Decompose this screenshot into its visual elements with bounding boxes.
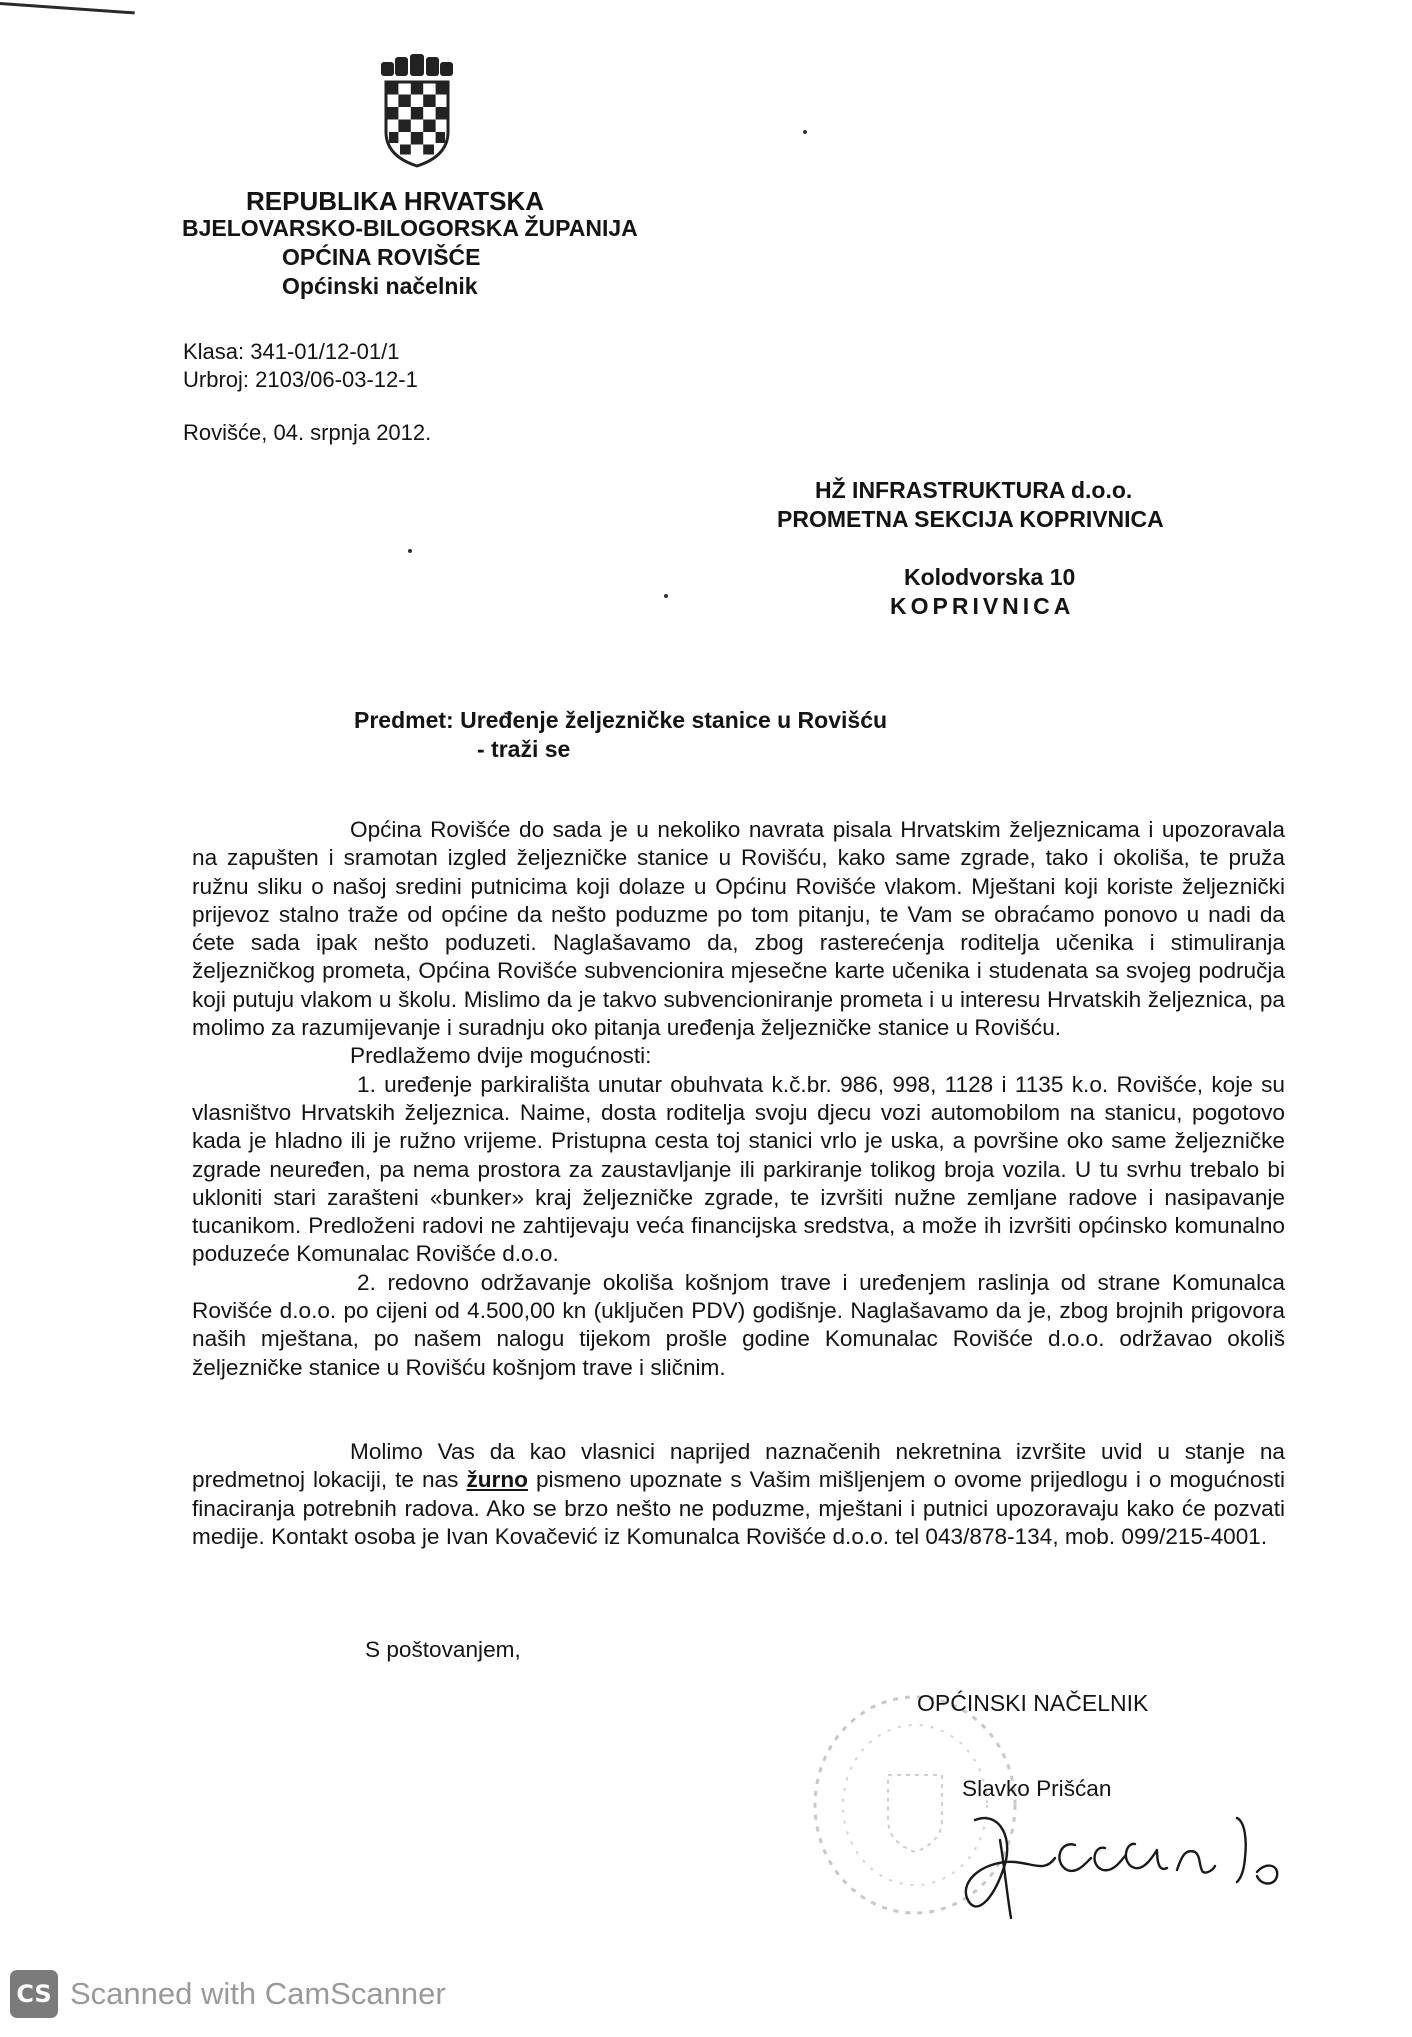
recipient-section: PROMETNA SEKCIJA KOPRIVNICA bbox=[777, 506, 1164, 532]
office-heading: Općinski načelnik bbox=[282, 273, 478, 299]
klasa-line: Klasa: 341-01/12-01/1 bbox=[183, 339, 400, 364]
closing-greeting: S poštovanjem, bbox=[365, 1637, 521, 1662]
recipient-city: KOPRIVNICA bbox=[890, 593, 1075, 619]
proposal-item: 2. redovno održavanje okoliša košnjom trave i uređenjem raslinja od strane Komunalca Rovišće d.o.o. po cijeni od 4.500,00 kn (uključen PDV) godišnje. Naglašavamo da je, zbog brojnih prigovora naših mještana, po našem nalogu tijekom prošle godine Komunalac Rovišće d.o.o. održavao okoliš željezničke stanice u Rovišću košnjom trave i sličnim. bbox=[192, 1269, 1285, 1380]
county-heading: BJELOVARSKO-BILOGORSKA ŽUPANIJA bbox=[182, 215, 638, 241]
letter-body bbox=[192, 816, 1285, 1382]
request-text: Molimo Vas da kao vlasnici naprijed naznačenih nekretnina izvršite uvid u stanje na predmetnoj lokaciji, te nas bbox=[192, 1439, 1285, 1493]
request-text-end: pismeno upoznate s Vašim mišljenjem o ovome prijedlogu i o mogućnosti finaciranja potrebnih radova. Ako se brzo nešto ne poduzme, mještani i putnici upozoravaju kako će pozvati medije. Kontakt osoba je Ivan Kovačević iz Komunalca Rovišće d.o.o. tel 043/878-134, mob. 099/215-4001. bbox=[192, 1467, 1285, 1549]
body-paragraph: Predlažemo dvije mogućnosti: bbox=[350, 1043, 652, 1069]
country-heading: REPUBLIKA HRVATSKA bbox=[246, 186, 545, 216]
urbroj-line: Urbroj: 2103/06-03-12-1 bbox=[183, 367, 418, 392]
recipient-company: HŽ INFRASTRUKTURA d.o.o. bbox=[815, 477, 1133, 503]
subject-line: Predmet: Uređenje željezničke stanice u Rovišću bbox=[354, 707, 888, 733]
handwritten-signature-icon bbox=[945, 1800, 1290, 1930]
scan-speck bbox=[408, 549, 412, 553]
scan-artifact-line bbox=[0, 2, 135, 14]
scan-speck bbox=[803, 130, 807, 134]
croatian-coat-of-arms-icon bbox=[376, 52, 458, 170]
camscanner-logo-icon: CS bbox=[10, 1970, 58, 2018]
watermark-text: Scanned with CamScanner bbox=[70, 1976, 446, 2011]
letter-body-request bbox=[192, 1438, 1285, 1551]
recipient-street: Kolodvorska 10 bbox=[904, 564, 1076, 590]
camscanner-watermark bbox=[10, 1970, 446, 2018]
subject-line-2: - traži se bbox=[477, 736, 571, 762]
body-paragraph: Općina Rovišće do sada je u nekoliko navrata pisala Hrvatskim željeznicama i upozoravala na zapušten i sramotan izgled željezničke stanice u Rovišću, kako same zgrade, tako i okoliša, te pruža ružnu sliku o našoj sredini putnicima koji dolaze u Općinu Rovišće vlakom. Mještani koji koriste željeznički prijevoz stalno traže od općine da nešto poduzme po tom pitanju, te Vam se obraćamo ponovo u nadi da ćete sada ipak nešto poduzeti. Naglašavamo da, zbog rasterećenja roditelja učenika i stimuliranja željezničkog prometa, Općina Rovišće subvencionira mjesečne karte učenika i studenata sa svojeg područja koji putuju vlakom u školu. Mislimo da je takvo subvencioniranje prometa i u interesu Hrvatskih željeznica, pa molimo za razumijevanje i suradnju oko pitanja uređenja željezničke stanice u Rovišću. bbox=[192, 817, 1285, 1041]
urgent-emphasis: žurno bbox=[466, 1467, 528, 1493]
date-line: Rovišće, 04. srpnja 2012. bbox=[183, 420, 432, 445]
municipality-heading: OPĆINA ROVIŠĆE bbox=[282, 244, 481, 270]
proposal-item: 1. uređenje parkirališta unutar obuhvata k.č.br. 986, 998, 1128 i 1135 k.o. Rovišće, koje su vlasništvo Hrvatskih željeznica. Naime, dosta roditelja svoju djecu vozi automobilom na stanicu, pogotovo kada je hladno ili je ružno vrijeme. Pristupna cesta toj stanici vrlo je uska, a površine oko same željezničke zgrade neuređen, pa nema prostora za zaustavljanje ili parkiranje tolikog broja vozila. U tu svrhu trebalo bi ukloniti stari zarašteni «bunker» kraj željezničke zgrade, te izvršiti nužne zemljane radove i nasipavanje tucanikom. Predloženi radovi ne zahtijevaju veća financijska sredstva, a može ih izvršiti općinsko komunalno poduzeće Komunalac Rovišće d.o.o. bbox=[192, 1071, 1285, 1267]
scan-speck bbox=[664, 594, 668, 598]
signatory-title: OPĆINSKI NAČELNIK bbox=[917, 1690, 1149, 1716]
body-paragraph bbox=[192, 1438, 1285, 1551]
signatory-name: Slavko Prišćan bbox=[962, 1776, 1112, 1801]
